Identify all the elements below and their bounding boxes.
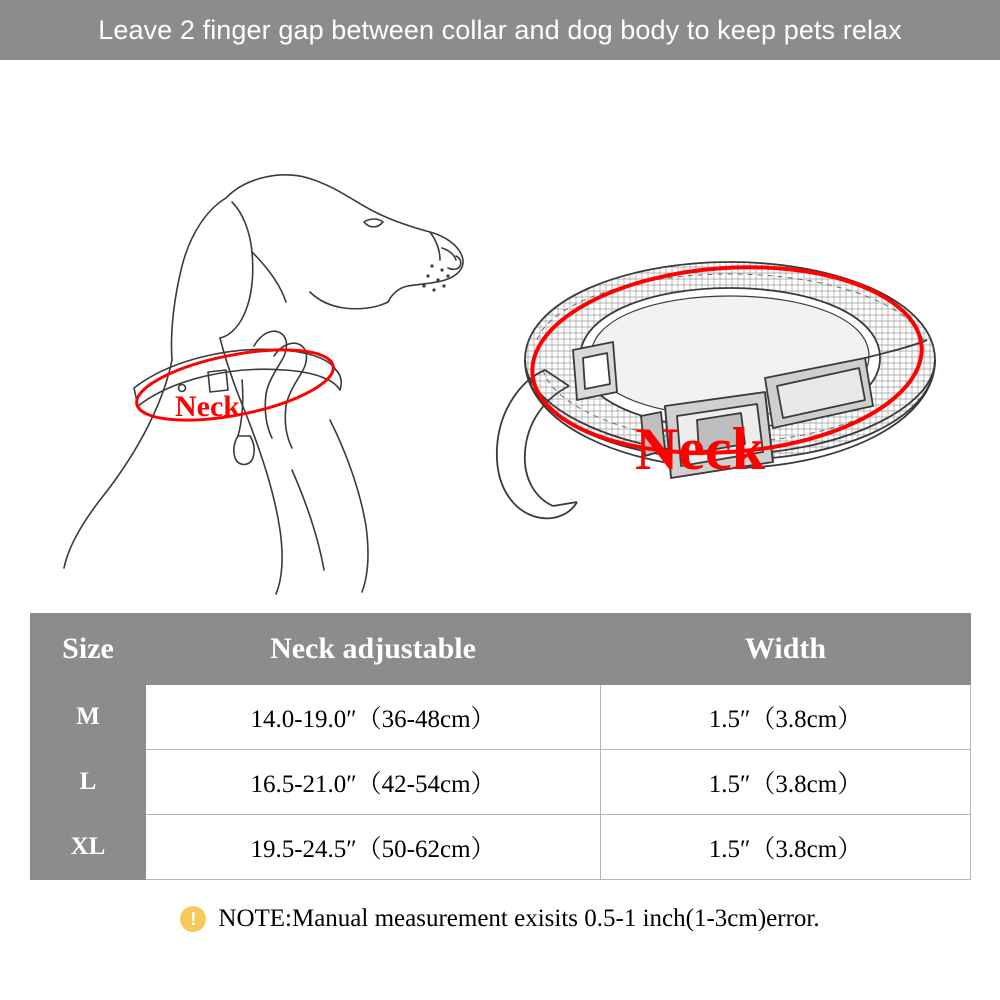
cell-neck: 14.0-19.0″（36-48cm）: [146, 685, 601, 750]
table-row: [31, 685, 971, 750]
cell-width: 1.5″（3.8cm）: [601, 750, 971, 815]
neck-measure-line-right: [465, 210, 985, 550]
cell-size: M: [31, 685, 146, 750]
cell-neck: 16.5-21.0″（42-54cm）: [146, 750, 601, 815]
size-table-container: [30, 613, 970, 880]
exclamation-icon: !: [180, 906, 206, 932]
header-banner-text: Leave 2 finger gap between collar and dog body to keep pets relax: [98, 14, 902, 45]
neck-measure-line-left: [30, 70, 490, 600]
column-header-width: Width: [601, 614, 971, 685]
neck-label-right: Neck: [635, 416, 765, 482]
cell-neck: 19.5-24.5″（50-62cm）: [146, 815, 601, 880]
header-banner: [0, 0, 1000, 60]
cell-size: L: [31, 750, 146, 815]
cell-size: XL: [31, 815, 146, 880]
column-header-size: Size: [31, 614, 146, 685]
column-header-neck-adjustable: Neck adjustable: [146, 614, 601, 685]
note-text: NOTE:Manual measurement exisits 0.5-1 inch(1-3cm)error.: [218, 905, 820, 932]
note-row: [0, 905, 1000, 933]
cell-width: 1.5″（3.8cm）: [601, 685, 971, 750]
table-header-row: [31, 614, 971, 685]
neck-label-left: Neck: [175, 390, 240, 423]
size-table: [30, 613, 971, 880]
cell-width: 1.5″（3.8cm）: [601, 815, 971, 880]
table-row: [31, 815, 971, 880]
table-row: [31, 750, 971, 815]
illustration-area: [0, 60, 1000, 605]
